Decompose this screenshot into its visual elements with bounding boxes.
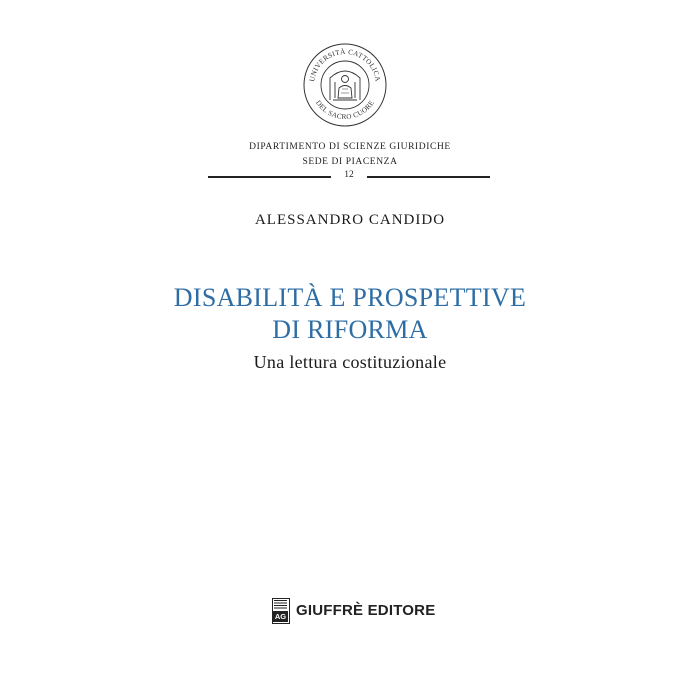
series-number: 12 bbox=[344, 170, 354, 180]
series-rule-right bbox=[367, 176, 490, 178]
department-name: DIPARTIMENTO DI SCIENZE GIURIDICHE bbox=[249, 142, 451, 152]
seal-ring-text-top: UNIVERSITÀ CATTOLICA bbox=[308, 47, 382, 83]
series-rule-left bbox=[208, 176, 331, 178]
book-title-line-1: DISABILITÀ E PROSPETTIVE bbox=[173, 283, 527, 312]
svg-text:UNIVERSITÀ CATTOLICA bbox=[308, 46, 382, 83]
series-rule bbox=[208, 170, 490, 184]
book-title-line-2: DI RIFORMA bbox=[272, 315, 428, 344]
publisher-name: GIUFFRÈ EDITORE bbox=[296, 602, 436, 619]
department-seat: SEDE DI PIACENZA bbox=[302, 157, 398, 167]
seal-ring-text-bottom: DEL SACRO CUORE bbox=[314, 98, 376, 122]
svg-text:DEL SACRO CUORE bbox=[314, 99, 376, 121]
author-name: ALESSANDRO CANDIDO bbox=[254, 212, 446, 228]
seal-emblem-icon bbox=[330, 71, 360, 100]
publisher-logo-letters: AG bbox=[274, 612, 287, 621]
publisher-logo-icon bbox=[272, 598, 290, 624]
university-seal bbox=[302, 42, 388, 128]
book-subtitle: Una lettura costituzionale bbox=[253, 352, 447, 372]
